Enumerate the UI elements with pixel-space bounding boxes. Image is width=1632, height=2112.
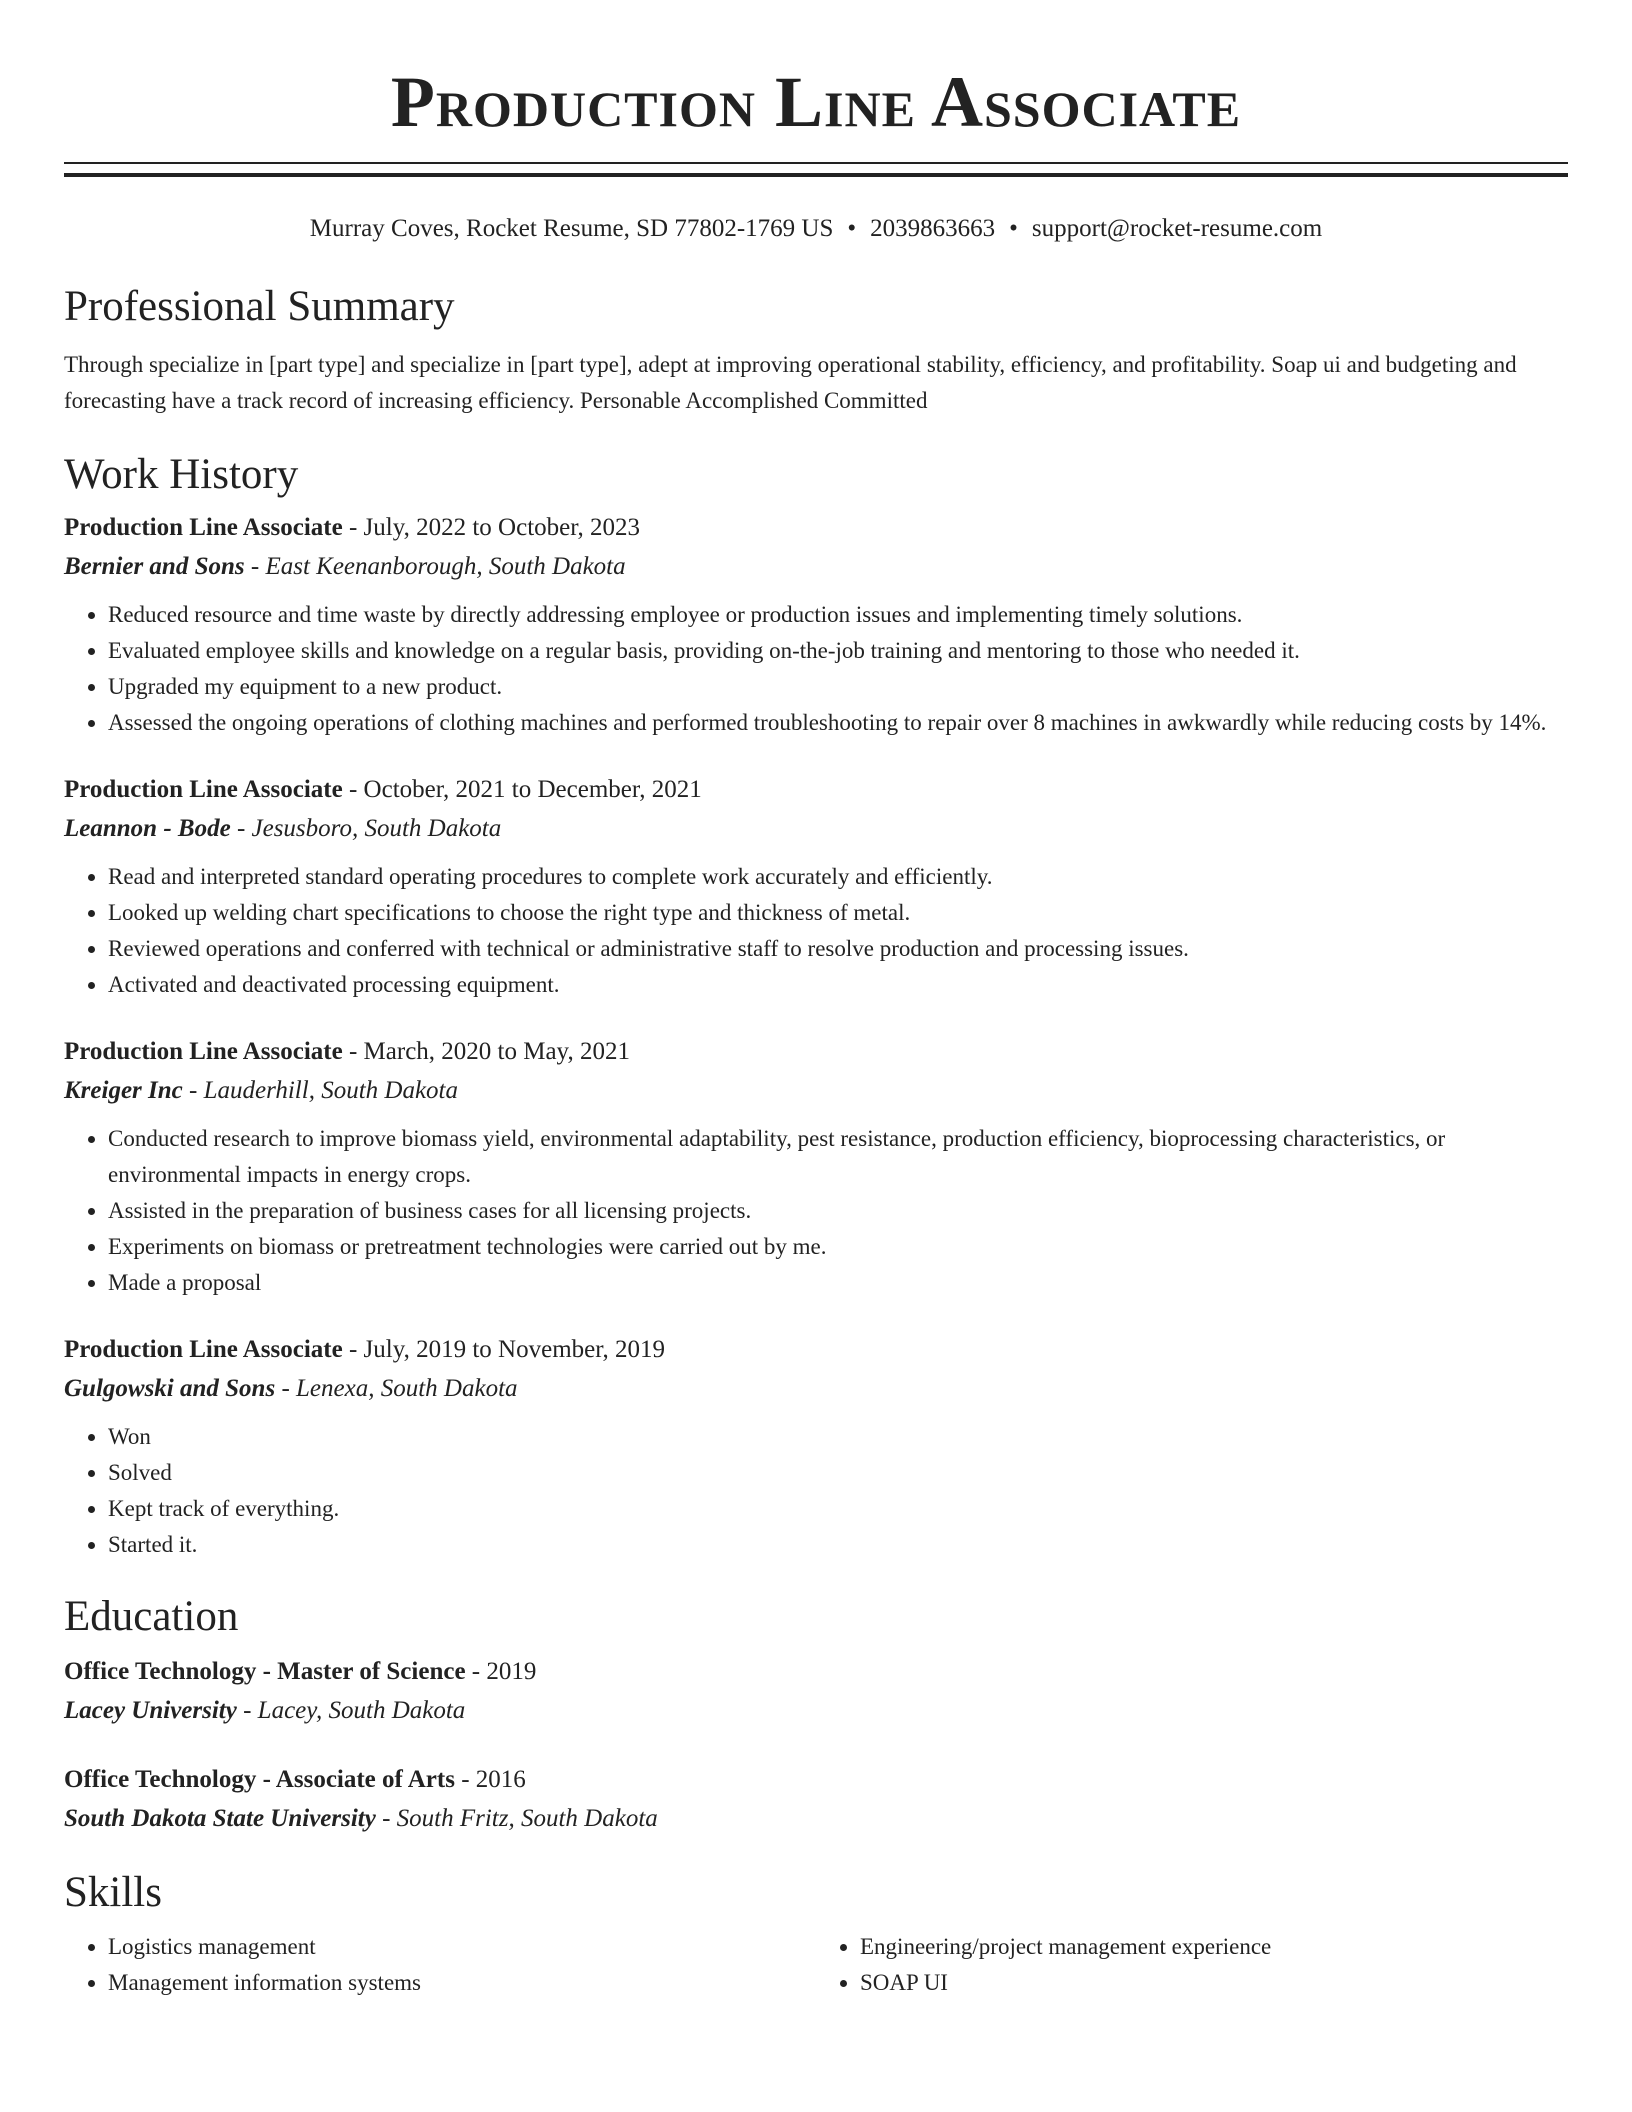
job-company-line <box>64 547 1568 587</box>
job-location: - Lauderhill, South Dakota <box>182 1077 458 1104</box>
job-bullet: • Upgraded my equipment to a new product. <box>108 669 1568 705</box>
job-bullets <box>64 1419 1568 1563</box>
education-school: Lacey University <box>64 1697 237 1724</box>
contact-email: support@rocket-resume.com <box>1031 215 1323 242</box>
job-bullets <box>64 1121 1568 1301</box>
resume-title: Production Line Associate <box>390 62 1242 142</box>
job-entry <box>64 1033 1568 1301</box>
education-degree-line <box>64 1761 1568 1799</box>
contact-separator: • <box>1009 215 1018 242</box>
education-school-line <box>64 1691 1568 1731</box>
job-bullet: • Looked up welding chart specifications to choose the right type and thickness of metal. <box>108 895 1568 931</box>
job-entry <box>64 509 1568 741</box>
title-divider <box>64 162 1568 177</box>
job-title-line <box>64 1331 1568 1369</box>
education-degree: Office Technology - Associate of Arts <box>64 1766 455 1793</box>
job-role: Production Line Associate <box>64 1336 343 1363</box>
skills-column-right <box>816 1929 1568 2001</box>
job-location: - East Keenanborough, South Dakota <box>244 553 626 580</box>
contact-address: Murray Coves, Rocket Resume, SD 77802-1769 US <box>309 215 834 242</box>
education-location: - Lacey, South Dakota <box>236 1697 466 1724</box>
skill-item: • SOAP UI <box>860 1965 1568 2001</box>
job-dates: - July, 2022 to October, 2023 <box>342 514 641 541</box>
education-school: South Dakota State University <box>64 1805 376 1832</box>
skill-item: • Management information systems <box>108 1965 816 2001</box>
job-bullet: • Assisted in the preparation of business cases for all licensing projects. <box>108 1193 1568 1229</box>
job-role: Production Line Associate <box>64 514 343 541</box>
skill-item: • Logistics management <box>108 1929 816 1965</box>
job-bullet: • Won <box>108 1419 1568 1455</box>
job-bullets <box>64 859 1568 1003</box>
summary-text: Through specialize in [part type] and specialize in [part type], adept at improving operational stability, efficiency, and profitability. Soap ui and budgeting and forecasting have a track record of increasing efficiency. Personable Accomplished Committed <box>64 352 1517 413</box>
job-company: Kreiger Inc <box>64 1077 183 1104</box>
education-year: - 2016 <box>454 1766 526 1793</box>
skills-heading: Skills <box>64 1869 162 1916</box>
job-dates: - October, 2021 to December, 2021 <box>342 776 702 803</box>
job-bullet: • Read and interpreted standard operating procedures to complete work accurately and efficiently. <box>108 859 1568 895</box>
job-company-line <box>64 1369 1568 1409</box>
job-company: Leannon - Bode <box>64 815 231 842</box>
education-school-line <box>64 1799 1568 1839</box>
job-location: - Lenexa, South Dakota <box>275 1375 518 1402</box>
job-location: - Jesusboro, South Dakota <box>230 815 502 842</box>
education-heading: Education <box>64 1593 239 1640</box>
job-company-line <box>64 1071 1568 1111</box>
contact-phone: 2039863663 <box>870 215 996 242</box>
job-role: Production Line Associate <box>64 776 343 803</box>
job-bullet: • Reviewed operations and conferred with technical or administrative staff to resolve production and processing issues. <box>108 931 1568 967</box>
job-company-line <box>64 809 1568 849</box>
job-dates: - March, 2020 to May, 2021 <box>342 1038 630 1065</box>
job-title-line <box>64 509 1568 547</box>
job-bullet: • Experiments on biomass or pretreatment technologies were carried out by me. <box>108 1229 1568 1265</box>
education-year: - 2019 <box>465 1658 537 1685</box>
job-bullet: • Started it. <box>108 1527 1568 1563</box>
skills-column-left <box>64 1929 816 2001</box>
skills-grid <box>64 1929 1568 2001</box>
education-entry <box>64 1653 1568 1731</box>
job-title-line <box>64 1033 1568 1071</box>
education-degree: Office Technology - Master of Science <box>64 1658 466 1685</box>
job-entry <box>64 1331 1568 1563</box>
education-degree-line <box>64 1653 1568 1691</box>
summary-heading: Professional Summary <box>64 283 455 330</box>
contact-separator: • <box>847 215 857 242</box>
job-bullet: • Reduced resource and time waste by directly addressing employee or production issues and implementing timely solutions. <box>108 597 1568 633</box>
job-bullets <box>64 597 1568 741</box>
job-entry <box>64 771 1568 1003</box>
job-role: Production Line Associate <box>64 1038 343 1065</box>
skill-item: • Engineering/project management experience <box>860 1929 1568 1965</box>
education-location: - South Fritz, South Dakota <box>375 1805 658 1832</box>
job-bullet: • Assessed the ongoing operations of clothing machines and performed troubleshooting to repair over 8 machines in awkwardly while reducing costs by 14%. <box>108 705 1568 741</box>
job-bullet: • Activated and deactivated processing equipment. <box>108 967 1568 1003</box>
contact-line <box>64 213 1568 245</box>
job-company: Gulgowski and Sons <box>64 1375 276 1402</box>
job-title-line <box>64 771 1568 809</box>
job-bullet: • Kept track of everything. <box>108 1491 1568 1527</box>
job-dates: - July, 2019 to November, 2019 <box>342 1336 666 1363</box>
work-history-heading: Work History <box>64 451 299 498</box>
job-bullet: • Evaluated employee skills and knowledge on a regular basis, providing on-the-job training and mentoring to those who needed it. <box>108 633 1568 669</box>
job-bullet: • Conducted research to improve biomass yield, environmental adaptability, pest resistance, production efficiency, bioprocessing characteristics, or environmental impacts in energy crops. <box>108 1121 1568 1193</box>
job-bullet: • Solved <box>108 1455 1568 1491</box>
education-entry <box>64 1761 1568 1839</box>
job-bullet: • Made a proposal <box>108 1265 1568 1301</box>
job-company: Bernier and Sons <box>64 553 245 580</box>
